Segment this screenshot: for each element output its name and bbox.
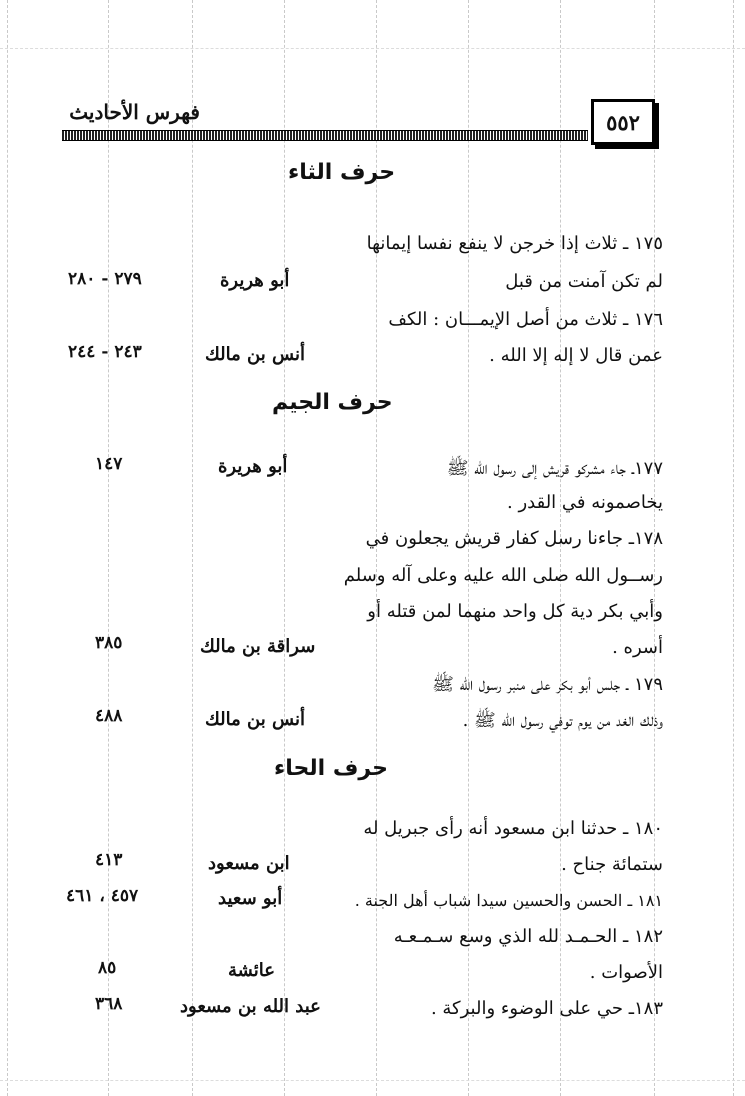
hadith-line: الأصوات .	[589, 962, 663, 983]
narrator: عبد الله بن مسعود	[180, 996, 321, 1017]
hadith-line: ١٨٣ـ حي على الوضوء والبركة .	[430, 998, 663, 1019]
scan-gridline	[284, 0, 285, 1096]
hadith-line: ١٧٨ـ جاءنا رسل كفار قريش يجعلون في	[365, 528, 663, 549]
narrator: أبو سعيد	[218, 888, 283, 909]
narrator: أنس بن مالك	[205, 709, 305, 730]
page-refs: ٢٤٣ - ٢٤٤	[68, 342, 142, 362]
page-refs: ٨٥	[98, 958, 117, 978]
page-refs: ٤٨٨	[95, 706, 123, 726]
hadith-line: رســول الله صلى الله عليه وعلى آله وسلم	[343, 565, 663, 586]
scan-gridline	[0, 1080, 745, 1081]
scan-gridline	[7, 0, 8, 1096]
hadith-line: أسره .	[612, 637, 663, 658]
hadith-line: ١٧٩ ـ جلس أبو بكر على منبر رسول الله ﷺ	[432, 674, 663, 695]
page-refs: ٤٥٧ ، ٤٦١	[66, 886, 139, 906]
hadith-line: يخاصمونه في القدر .	[507, 492, 663, 513]
section-heading-haa: حرف الحاء	[274, 756, 388, 781]
hadith-line: عمن قال لا إله إلا الله .	[489, 345, 663, 366]
hadith-line: وأبي بكر دية كل واحد منهما لمن قتله أو	[367, 601, 663, 622]
hadith-line: وذلك الغد من يوم توفي رسول الله ﷺ .	[462, 710, 663, 731]
header-divider	[62, 130, 588, 141]
hadith-line: ١٨٠ ـ حدثنا ابن مسعود أنه رأى جبريل له	[363, 818, 663, 839]
hadith-line: ١٧٥ ـ ثلاث إذا خرجن لا ينفع نفسا إيمانها	[366, 233, 663, 254]
scan-gridline	[192, 0, 193, 1096]
narrator: أبو هريرة	[218, 456, 288, 477]
hadith-line: ١٧٦ ـ ثلاث من أصل الإيمـــان : الكف	[388, 309, 663, 330]
hadith-line: ١٧٧ـ جاء مشركو قريش إلى رسول الله ﷺ	[446, 458, 663, 479]
scan-gridline	[733, 0, 734, 1096]
page-refs: ٣٨٥	[95, 633, 123, 653]
hadith-line: لم تكن آمنت من قبل	[505, 271, 663, 292]
page-title: فهرس الأحاديث	[69, 100, 200, 124]
narrator: أنس بن مالك	[205, 344, 305, 365]
narrator: ابن مسعود	[208, 853, 290, 874]
scan-gridline	[0, 48, 745, 49]
page-number: ٥٥٢	[591, 99, 655, 145]
section-heading-tha: حرف الثاء	[288, 160, 396, 185]
section-heading-jeem: حرف الجيم	[272, 390, 393, 415]
page-refs: ١٤٧	[95, 454, 123, 474]
narrator: سراقة بن مالك	[200, 636, 316, 657]
page-refs: ٢٧٩ - ٢٨٠	[68, 269, 142, 289]
page-refs: ٣٦٨	[95, 994, 123, 1014]
narrator: أبو هريرة	[220, 270, 290, 291]
scan-gridline	[108, 0, 109, 1096]
hadith-line: ١٨١ ـ الحسن والحسين سيدا شباب أهل الجنة .	[354, 891, 663, 910]
hadith-line: ١٨٢ ـ الحـمـد لله الذي وسع سـمـعـه	[393, 926, 663, 947]
hadith-line: ستمائة جناح .	[561, 854, 663, 875]
narrator: عائشة	[228, 960, 275, 981]
page-refs: ٤١٣	[95, 850, 123, 870]
